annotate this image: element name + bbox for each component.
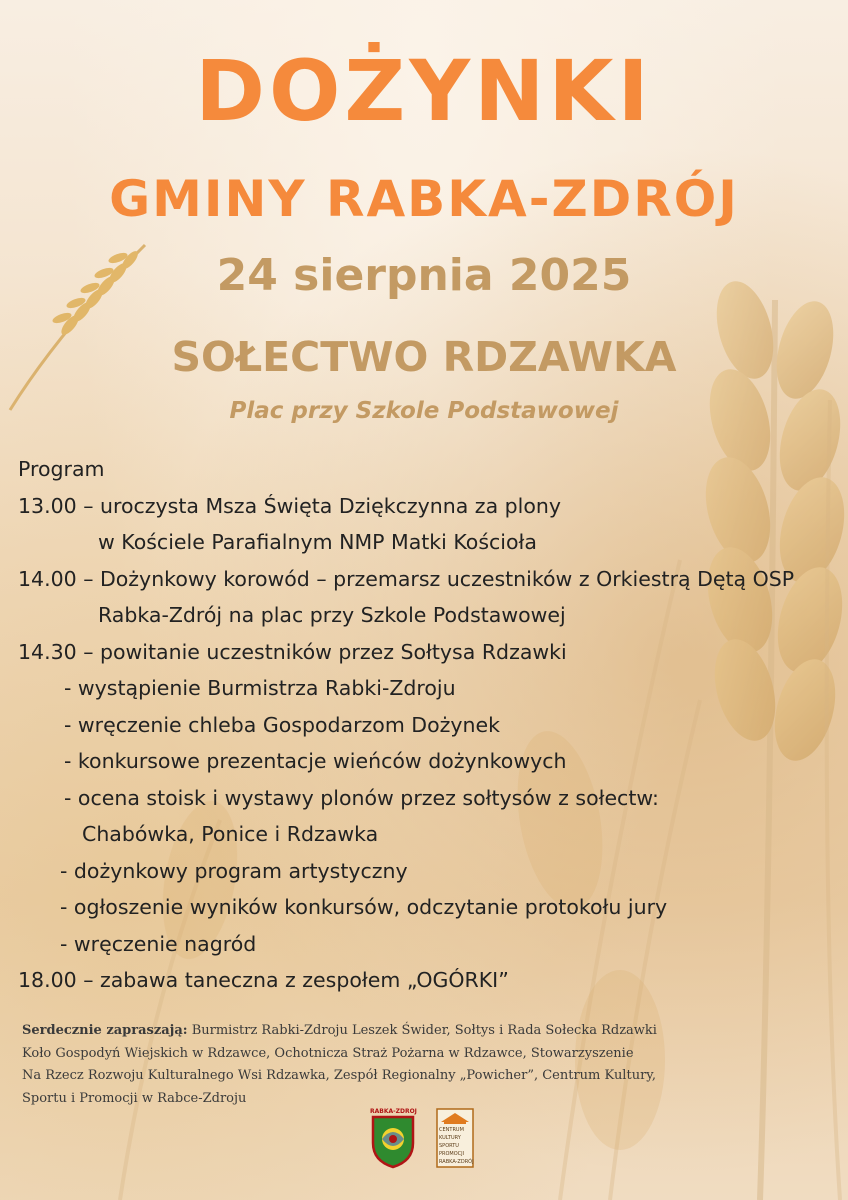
rabka-zdroj-coat-of-arms-logo [370,1108,416,1172]
event-venue: Plac przy Szkole Podstawowej [229,398,619,424]
logo1-caption: RABKA-ZDRÓJ [370,1108,417,1115]
program-line: 18.00 – zabawa taneczna z zespołem „OGÓRKI” [18,968,509,992]
logos [370,1108,474,1172]
footer-line1-text: Burmistrz Rabki-Zdroju Leszek Świder, Sołtys i Rada Sołecka Rdzawki [187,1023,657,1038]
program-line: - ogłoszenie wyników konkursów, odczytanie protokołu jury [60,895,668,919]
program-line: - wręczenie nagród [60,931,257,956]
program-line: 13.00 – uroczysta Msza Święta Dziękczynna za plony [18,493,562,518]
footer-line: Na Rzecz Rozwoju Kulturalnego Wsi Rdzawka, Zespół Regionalny „Powicher”, Centrum Kultury, [22,1068,657,1083]
footer-line: Sportu i Promocji w Rabce-Zdroju [22,1090,247,1106]
program-line: - wystąpienie Burmistrza Rabki-Zdroju [64,676,456,700]
logo2-letter-line: RABKA-ZDRÓJ [439,1159,474,1165]
logo2-letter-line: SPORTU [439,1143,459,1149]
shield-icon [370,1115,416,1169]
program-section [18,454,838,1002]
footer-line [22,1020,822,1043]
event-subtitle: GMINY RABKA-ZDRÓJ [109,170,739,228]
logo2-letter-line: KULTURY [439,1135,461,1141]
program-heading: Program [18,457,105,481]
logo2-letters [439,1126,474,1166]
program-line: Chabówka, Ponice i Rdzawka [82,822,379,846]
footer-line: Koło Gospodyń Wiejskich w Rdzawce, Ochotnicza Straż Pożarna w Rdzawce, Stowarzyszenie [22,1045,634,1061]
solectwo-name: SOŁECTWO RDZAWKA [171,333,677,381]
program-line: - konkursowe prezentacje wieńców dożynkowych [64,749,567,773]
event-title: DOŻYNKI [195,42,653,140]
program-line: - ocena stoisk i wystawy plonów przez sołtysów z sołectw: [64,785,659,810]
logo2-letter-line: PROMOCJI [439,1151,465,1157]
program-line: 14.00 – Dożynkowy korowód – przemarsz uczestników z Orkiestrą Dętą OSP [18,566,795,591]
program-line: w Kościele Parafialnym NMP Matki Kościoła [98,530,537,554]
program-line: 14.30 – powitanie uczestników przez Sołtysa Rdzawki [18,639,567,664]
program-line: - wręczenie chleba Gospodarzom Dożynek [64,712,500,737]
program-line: Rabka-Zdrój na plac przy Szkole Podstawowej [98,603,566,627]
event-date: 24 sierpnia 2025 [216,250,632,301]
program-line: - dożynkowy program artystyczny [60,858,408,883]
invitation-footer [22,1020,822,1110]
logo2-letter-line: CENTRUM [439,1127,464,1133]
centrum-kultury-logo [436,1108,474,1168]
footer-lead: Serdecznie zapraszają: [22,1023,188,1038]
